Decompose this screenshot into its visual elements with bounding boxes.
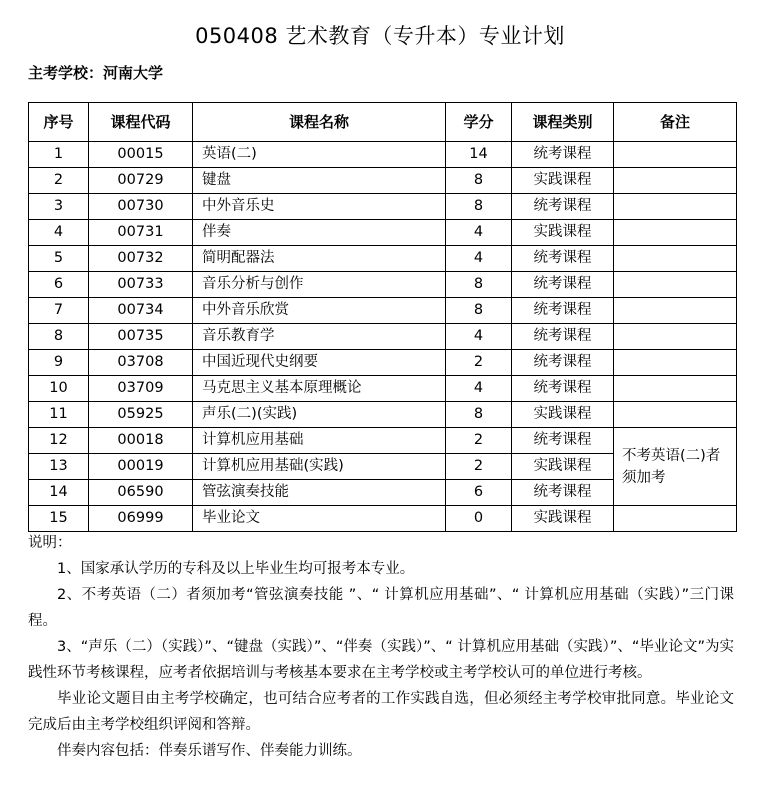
row-name: 音乐教育学 bbox=[193, 324, 446, 350]
row-code: 00732 bbox=[89, 246, 193, 272]
row-credit: 4 bbox=[446, 324, 512, 350]
row-code: 00731 bbox=[89, 220, 193, 246]
row-credit: 4 bbox=[446, 246, 512, 272]
row-name: 马克思主义基本原理概论 bbox=[193, 376, 446, 402]
row-no: 1 bbox=[29, 142, 89, 168]
row-no: 8 bbox=[29, 324, 89, 350]
row-no: 15 bbox=[29, 506, 89, 532]
table-row bbox=[29, 428, 737, 454]
table-row bbox=[29, 194, 737, 220]
row-type: 统考课程 bbox=[512, 142, 614, 168]
row-credit: 4 bbox=[446, 220, 512, 246]
row-name: 中国近现代史纲要 bbox=[193, 350, 446, 376]
header-note: 备注 bbox=[614, 103, 737, 142]
table-header-row bbox=[29, 103, 737, 142]
row-credit: 2 bbox=[446, 350, 512, 376]
school-label: 主考学校：河南大学 bbox=[28, 64, 164, 82]
row-name: 管弦演奏技能 bbox=[193, 480, 446, 506]
row-code: 03708 bbox=[89, 350, 193, 376]
row-code: 00015 bbox=[89, 142, 193, 168]
row-note bbox=[614, 142, 737, 168]
row-no: 14 bbox=[29, 480, 89, 506]
row-type: 统考课程 bbox=[512, 350, 614, 376]
row-credit: 2 bbox=[446, 454, 512, 480]
row-code: 06590 bbox=[89, 480, 193, 506]
row-name: 声乐(二)(实践) bbox=[193, 402, 446, 428]
row-code: 00733 bbox=[89, 272, 193, 298]
row-name: 计算机应用基础 bbox=[193, 428, 446, 454]
note-item: 2、不考英语（二）者须加考“管弦演奏技能 ”、“ 计算机应用基础”、“ 计算机应用基础（实践）”三门课程。 bbox=[28, 587, 734, 629]
notes-section bbox=[28, 530, 734, 764]
row-no: 6 bbox=[29, 272, 89, 298]
row-name: 英语(二) bbox=[193, 142, 446, 168]
row-code: 00019 bbox=[89, 454, 193, 480]
row-no: 7 bbox=[29, 298, 89, 324]
table-row bbox=[29, 246, 737, 272]
row-no: 13 bbox=[29, 454, 89, 480]
row-code: 05925 bbox=[89, 402, 193, 428]
header-credit: 学分 bbox=[446, 103, 512, 142]
table-row bbox=[29, 142, 737, 168]
row-code: 00729 bbox=[89, 168, 193, 194]
row-type: 实践课程 bbox=[512, 168, 614, 194]
row-type: 统考课程 bbox=[512, 324, 614, 350]
row-credit: 8 bbox=[446, 298, 512, 324]
course-plan-table bbox=[28, 102, 737, 532]
row-note bbox=[614, 194, 737, 220]
row-note bbox=[614, 324, 737, 350]
table-row bbox=[29, 402, 737, 428]
row-type: 实践课程 bbox=[512, 454, 614, 480]
page-title: 050408 艺术教育（专升本）专业计划 bbox=[195, 24, 565, 48]
header-name: 课程名称 bbox=[193, 103, 446, 142]
row-note bbox=[614, 402, 737, 428]
note-item: 1、国家承认学历的专科及以上毕业生均可报考本专业。 bbox=[57, 561, 415, 577]
row-no: 11 bbox=[29, 402, 89, 428]
row-credit: 8 bbox=[446, 194, 512, 220]
row-no: 5 bbox=[29, 246, 89, 272]
row-note bbox=[614, 376, 737, 402]
table-row bbox=[29, 506, 737, 532]
row-name: 伴奏 bbox=[193, 220, 446, 246]
row-credit: 4 bbox=[446, 376, 512, 402]
row-note bbox=[614, 506, 737, 532]
note-item: 毕业论文题目由主考学校确定，也可结合应考者的工作实践自选，但必须经主考学校审批同意。毕业论文完成后由主考学校组织评阅和答辩。 bbox=[28, 691, 734, 733]
note-item: 伴奏内容包括：伴奏乐谱写作、伴奏能力训练。 bbox=[57, 743, 362, 759]
table-row bbox=[29, 220, 737, 246]
row-credit: 6 bbox=[446, 480, 512, 506]
row-no: 2 bbox=[29, 168, 89, 194]
row-note bbox=[614, 246, 737, 272]
table-row bbox=[29, 168, 737, 194]
row-credit: 8 bbox=[446, 402, 512, 428]
row-code: 00735 bbox=[89, 324, 193, 350]
row-note bbox=[614, 168, 737, 194]
row-code: 00730 bbox=[89, 194, 193, 220]
header-type: 课程类别 bbox=[512, 103, 614, 142]
row-type: 统考课程 bbox=[512, 428, 614, 454]
row-no: 9 bbox=[29, 350, 89, 376]
row-name: 中外音乐欣赏 bbox=[193, 298, 446, 324]
header-no: 序号 bbox=[29, 103, 89, 142]
row-credit: 8 bbox=[446, 168, 512, 194]
row-no: 3 bbox=[29, 194, 89, 220]
row-credit: 0 bbox=[446, 506, 512, 532]
row-note bbox=[614, 350, 737, 376]
note-item: 3、“声乐（二）（实践）”、“键盘（实践）”、“伴奏（实践）”、“ 计算机应用基础（实践）”、“毕业论文”为实践性环节考核课程，应考者依据培训与考核基本要求在主考学校或主考学校认可的单位进行考核。 bbox=[28, 639, 734, 681]
row-name: 简明配器法 bbox=[193, 246, 446, 272]
table-row bbox=[29, 324, 737, 350]
row-type: 统考课程 bbox=[512, 272, 614, 298]
row-no: 10 bbox=[29, 376, 89, 402]
row-credit: 2 bbox=[446, 428, 512, 454]
row-type: 统考课程 bbox=[512, 376, 614, 402]
row-name: 中外音乐史 bbox=[193, 194, 446, 220]
row-type: 实践课程 bbox=[512, 402, 614, 428]
row-name: 毕业论文 bbox=[193, 506, 446, 532]
row-name: 键盘 bbox=[193, 168, 446, 194]
table-row bbox=[29, 376, 737, 402]
row-code: 03709 bbox=[89, 376, 193, 402]
table-row bbox=[29, 298, 737, 324]
row-credit: 8 bbox=[446, 272, 512, 298]
row-credit: 14 bbox=[446, 142, 512, 168]
row-code: 00734 bbox=[89, 298, 193, 324]
row-code: 06999 bbox=[89, 506, 193, 532]
row-type: 实践课程 bbox=[512, 220, 614, 246]
row-type: 统考课程 bbox=[512, 480, 614, 506]
table-row bbox=[29, 350, 737, 376]
row-name: 计算机应用基础(实践) bbox=[193, 454, 446, 480]
notes-heading: 说明： bbox=[28, 535, 72, 551]
row-note bbox=[614, 298, 737, 324]
row-type: 统考课程 bbox=[512, 298, 614, 324]
header-code: 课程代码 bbox=[89, 103, 193, 142]
row-no: 12 bbox=[29, 428, 89, 454]
row-name: 音乐分析与创作 bbox=[193, 272, 446, 298]
row-no: 4 bbox=[29, 220, 89, 246]
row-type: 统考课程 bbox=[512, 194, 614, 220]
row-note bbox=[614, 220, 737, 246]
merged-note-cell: 不考英语(二)者须加考 bbox=[614, 428, 737, 506]
row-code: 00018 bbox=[89, 428, 193, 454]
row-type: 统考课程 bbox=[512, 246, 614, 272]
table-row bbox=[29, 272, 737, 298]
row-type: 实践课程 bbox=[512, 506, 614, 532]
row-note bbox=[614, 272, 737, 298]
